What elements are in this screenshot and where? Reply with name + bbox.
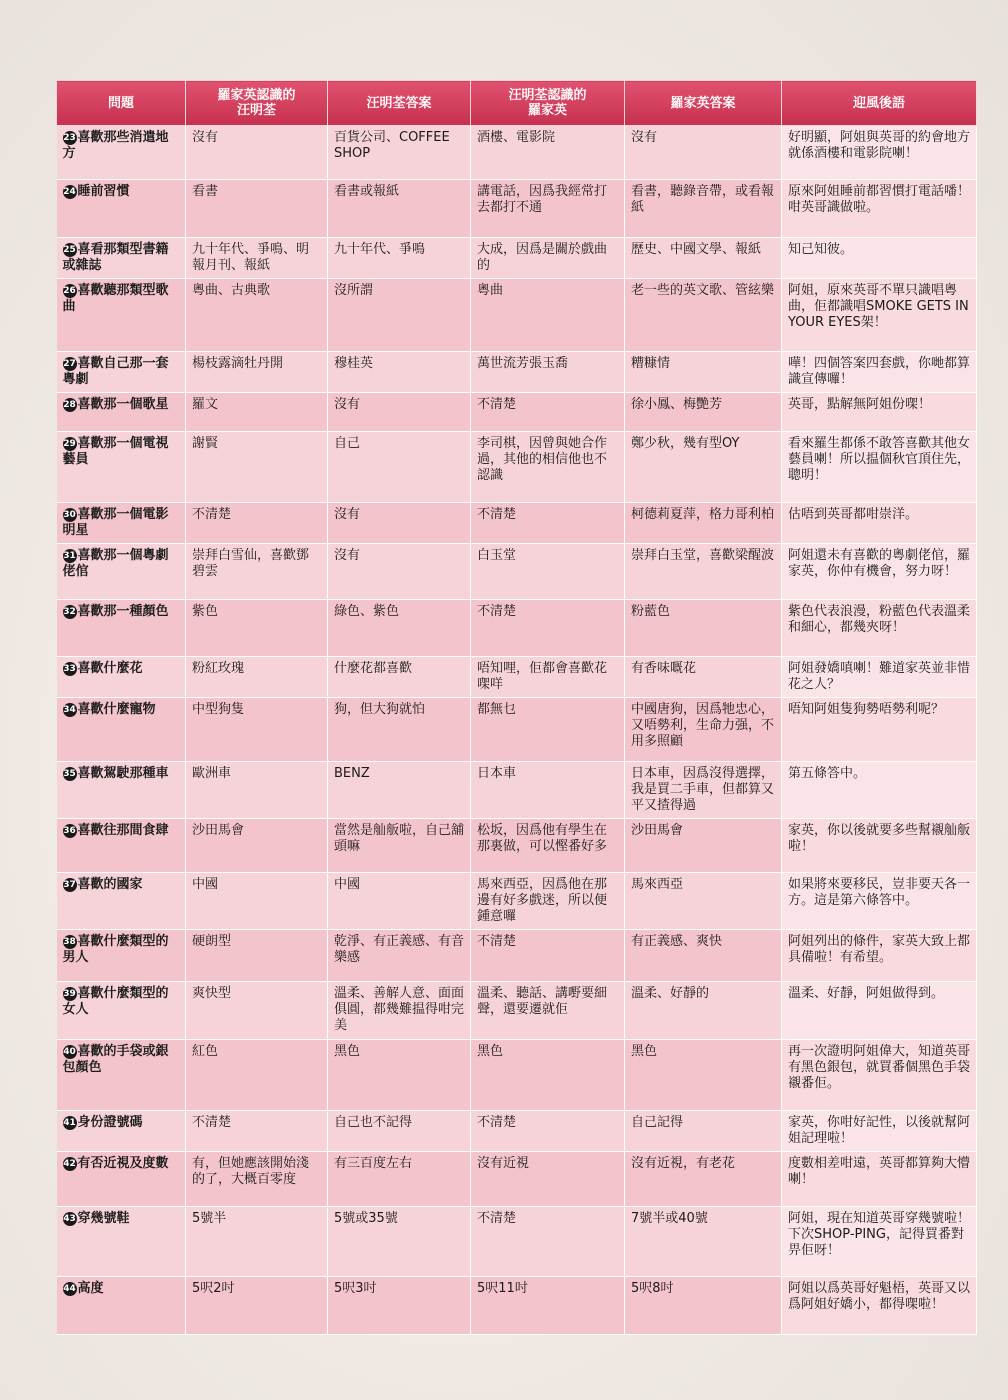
question-cell xyxy=(57,352,186,393)
wang-answer-cell: 5號或35號 xyxy=(328,1207,471,1277)
header-luo-answer: 羅家英答案 xyxy=(625,81,782,126)
luo-answer-cell: 徐小鳳、梅艷芳 xyxy=(625,393,782,432)
question-text: 喜歡那一個電視藝員 xyxy=(62,436,169,467)
wang-guess-of-luo-cell: 黑色 xyxy=(471,1040,625,1111)
comment-cell: 英哥，點解無阿姐份㗎！ xyxy=(782,393,977,432)
luo-answer-cell: 老一些的英文歌、管絃樂 xyxy=(625,279,782,352)
comment-cell: 估唔到英哥都咁崇洋。 xyxy=(782,503,977,544)
comment-cell: 家英，你咁好記性，以後就幫阿姐記理啦！ xyxy=(782,1111,977,1152)
question-text: 喜歡的手袋或銀包顏色 xyxy=(62,1044,169,1075)
table-row xyxy=(57,279,977,352)
table-row xyxy=(57,657,977,698)
question-cell xyxy=(57,819,186,873)
header-luo-knows-wang: 羅家英認識的 汪明荃 xyxy=(186,81,328,126)
luo-guess-of-wang-cell: 楊枝露滴牡丹開 xyxy=(186,352,328,393)
wang-guess-of-luo-cell: 酒樓、電影院 xyxy=(471,126,625,180)
wang-guess-of-luo-cell: 不清楚 xyxy=(471,930,625,982)
wang-guess-of-luo-cell: 粵曲 xyxy=(471,279,625,352)
question-text: 有否近視及度數 xyxy=(77,1156,169,1171)
question-cell xyxy=(57,762,186,819)
wang-guess-of-luo-cell: 白玉堂 xyxy=(471,544,625,600)
question-text: 喜歡那一個粵劇佬倌 xyxy=(62,548,169,579)
table-row xyxy=(57,126,977,180)
luo-answer-cell: 沒有 xyxy=(625,126,782,180)
question-number: 24 xyxy=(63,187,76,197)
wang-answer-cell: 沒有 xyxy=(328,503,471,544)
comment-cell: 如果將來要移民，豈非要天各一方。這是第六條答中。 xyxy=(782,873,977,930)
luo-guess-of-wang-cell: 沒有 xyxy=(186,126,328,180)
question-cell xyxy=(57,930,186,982)
header-wang-knows-luo: 汪明荃認識的 羅家英 xyxy=(471,81,625,126)
luo-guess-of-wang-cell: 紅色 xyxy=(186,1040,328,1111)
question-text: 身份證號碼 xyxy=(77,1115,143,1130)
wang-answer-cell: 百貨公司、COFFEE SHOP xyxy=(328,126,471,180)
wang-guess-of-luo-cell: 沒有近視 xyxy=(471,1152,625,1207)
wang-guess-of-luo-cell: 松坂，因爲他有學生在那裏做，可以慳番好多 xyxy=(471,819,625,873)
question-text: 喜歡那一種顏色 xyxy=(77,604,169,619)
question-cell xyxy=(57,982,186,1040)
question-cell xyxy=(57,698,186,762)
luo-guess-of-wang-cell: 硬朗型 xyxy=(186,930,328,982)
qa-table xyxy=(56,80,977,1335)
wang-answer-cell: 綠色、紫色 xyxy=(328,600,471,657)
comment-cell: 阿姐發嬌嗔喇！難道家英並非惜花之人？ xyxy=(782,657,977,698)
wang-answer-cell: BENZ xyxy=(328,762,471,819)
question-cell xyxy=(57,1111,186,1152)
question-number: 29 xyxy=(63,439,76,449)
wang-guess-of-luo-cell: 日本車 xyxy=(471,762,625,819)
comment-cell: 阿姐還未有喜歡的粵劇佬倌，羅家英，你仲有機會，努力呀！ xyxy=(782,544,977,600)
question-number: 42 xyxy=(63,1159,76,1169)
luo-guess-of-wang-cell: 沙田馬會 xyxy=(186,819,328,873)
wang-guess-of-luo-cell: 5呎11吋 xyxy=(471,1277,625,1335)
wang-guess-of-luo-cell: 都無乜 xyxy=(471,698,625,762)
table-row xyxy=(57,1277,977,1335)
question-text: 喜歡的國家 xyxy=(77,877,143,892)
comment-cell: 唔知阿姐隻狗勢唔勢利呢？ xyxy=(782,698,977,762)
luo-answer-cell: 有香味嘅花 xyxy=(625,657,782,698)
question-cell xyxy=(57,1207,186,1277)
comment-cell: 知己知彼。 xyxy=(782,238,977,279)
luo-answer-cell: 柯德莉夏萍，格力哥利柏 xyxy=(625,503,782,544)
question-cell xyxy=(57,238,186,279)
luo-answer-cell: 5呎8吋 xyxy=(625,1277,782,1335)
wang-guess-of-luo-cell: 大成，因爲是關於戲曲的 xyxy=(471,238,625,279)
header-comment: 迎風後語 xyxy=(782,81,977,126)
wang-answer-cell: 自己也不記得 xyxy=(328,1111,471,1152)
question-number: 36 xyxy=(63,826,76,836)
luo-guess-of-wang-cell: 紫色 xyxy=(186,600,328,657)
question-number: 23 xyxy=(63,133,76,143)
table-row xyxy=(57,819,977,873)
question-text: 喜歡什麼寵物 xyxy=(77,702,156,717)
question-number: 28 xyxy=(63,400,76,410)
luo-answer-cell: 沒有近視，有老花 xyxy=(625,1152,782,1207)
question-cell xyxy=(57,279,186,352)
luo-guess-of-wang-cell: 粉紅玫瑰 xyxy=(186,657,328,698)
wang-answer-cell: 中國 xyxy=(328,873,471,930)
luo-answer-cell: 日本車，因爲沒得選擇，我是買二手車，但都算又平又揸得過 xyxy=(625,762,782,819)
wang-answer-cell: 九十年代、爭鳴 xyxy=(328,238,471,279)
comment-cell: 阿姐，現在知道英哥穿幾號啦！下次SHOP-PING，記得買番對畀佢呀！ xyxy=(782,1207,977,1277)
question-number: 35 xyxy=(63,769,76,779)
question-number: 33 xyxy=(63,664,76,674)
luo-guess-of-wang-cell: 5號半 xyxy=(186,1207,328,1277)
luo-guess-of-wang-cell: 中型狗隻 xyxy=(186,698,328,762)
question-cell xyxy=(57,657,186,698)
table-row xyxy=(57,180,977,238)
table-row xyxy=(57,503,977,544)
wang-answer-cell: 自己 xyxy=(328,432,471,503)
question-text: 喜歡自己那一套粵劇 xyxy=(62,356,169,387)
luo-answer-cell: 看書，聽錄音帶，或看報紙 xyxy=(625,180,782,238)
table-row xyxy=(57,930,977,982)
wang-guess-of-luo-cell: 李司棋，因曾與她合作過，其他的相信他也不認識 xyxy=(471,432,625,503)
question-text: 喜歡什麼花 xyxy=(77,661,143,676)
wang-guess-of-luo-cell: 溫柔、聽話、講嘢要細聲，還要遷就佢 xyxy=(471,982,625,1040)
wang-answer-cell: 沒有 xyxy=(328,393,471,432)
table-row xyxy=(57,1111,977,1152)
question-text: 睡前習慣 xyxy=(77,184,130,199)
question-number: 34 xyxy=(63,705,76,715)
table-row xyxy=(57,1040,977,1111)
question-text: 喜歡什麼類型的女人 xyxy=(62,986,169,1017)
luo-guess-of-wang-cell: 爽快型 xyxy=(186,982,328,1040)
wang-answer-cell: 沒有 xyxy=(328,544,471,600)
wang-answer-cell: 穆桂英 xyxy=(328,352,471,393)
question-number: 40 xyxy=(63,1047,76,1057)
wang-answer-cell: 溫柔、善解人意、面面俱圓，都幾難揾得咁完美 xyxy=(328,982,471,1040)
luo-answer-cell: 沙田馬會 xyxy=(625,819,782,873)
question-cell xyxy=(57,1277,186,1335)
question-number: 31 xyxy=(63,551,76,561)
question-cell xyxy=(57,180,186,238)
luo-answer-cell: 溫柔、好靜的 xyxy=(625,982,782,1040)
question-number: 30 xyxy=(63,510,76,520)
wang-guess-of-luo-cell: 萬世流芳張玉喬 xyxy=(471,352,625,393)
question-cell xyxy=(57,503,186,544)
comment-cell: 阿姐列出的條件，家英大致上都具備啦！有希望。 xyxy=(782,930,977,982)
table-row xyxy=(57,393,977,432)
luo-answer-cell: 有正義感、爽快 xyxy=(625,930,782,982)
question-text: 喜看那類型書籍或雜誌 xyxy=(62,242,169,273)
table-row xyxy=(57,698,977,762)
luo-guess-of-wang-cell: 粵曲、古典歌 xyxy=(186,279,328,352)
wang-guess-of-luo-cell: 不清楚 xyxy=(471,503,625,544)
question-number: 25 xyxy=(63,245,76,255)
question-cell xyxy=(57,393,186,432)
question-text: 喜歡什麼類型的男人 xyxy=(62,934,169,965)
wang-answer-cell: 看書或報紙 xyxy=(328,180,471,238)
question-cell xyxy=(57,873,186,930)
header-question: 問題 xyxy=(57,81,186,126)
luo-guess-of-wang-cell: 不清楚 xyxy=(186,1111,328,1152)
luo-answer-cell: 歷史、中國文學、報紙 xyxy=(625,238,782,279)
luo-answer-cell: 自己記得 xyxy=(625,1111,782,1152)
luo-guess-of-wang-cell: 歐洲車 xyxy=(186,762,328,819)
wang-guess-of-luo-cell: 不清楚 xyxy=(471,393,625,432)
question-text: 喜歡那一個歌星 xyxy=(77,397,169,412)
comment-cell: 阿姐，原來英哥不單只識唱粵曲，佢都識唱SMOKE GETS IN YOUR EYES架！ xyxy=(782,279,977,352)
luo-guess-of-wang-cell: 有，但她應該開始淺的了，大概百零度 xyxy=(186,1152,328,1207)
wang-guess-of-luo-cell: 不清楚 xyxy=(471,1207,625,1277)
luo-guess-of-wang-cell: 中國 xyxy=(186,873,328,930)
luo-answer-cell: 黑色 xyxy=(625,1040,782,1111)
table-row xyxy=(57,1152,977,1207)
luo-guess-of-wang-cell: 謝賢 xyxy=(186,432,328,503)
wang-guess-of-luo-cell: 講電話，因爲我經常打去都打不通 xyxy=(471,180,625,238)
comment-cell: 看來羅生都係不敢答喜歡其他女藝員喇！所以揾個秋官頂住先，聰明！ xyxy=(782,432,977,503)
table-row xyxy=(57,238,977,279)
luo-guess-of-wang-cell: 看書 xyxy=(186,180,328,238)
table-row xyxy=(57,600,977,657)
question-cell xyxy=(57,600,186,657)
luo-answer-cell: 鄭少秋，幾有型OY xyxy=(625,432,782,503)
wang-answer-cell: 5呎3吋 xyxy=(328,1277,471,1335)
question-number: 44 xyxy=(63,1284,76,1294)
question-number: 27 xyxy=(63,359,76,369)
wang-answer-cell: 當然是舢舨啦，自己舖頭嘛 xyxy=(328,819,471,873)
wang-answer-cell: 沒所謂 xyxy=(328,279,471,352)
question-text: 喜歡那些消遣地方 xyxy=(62,130,169,161)
comment-cell: 家英，你以後就要多些幫襯舢舨啦！ xyxy=(782,819,977,873)
table-row xyxy=(57,762,977,819)
question-cell xyxy=(57,1152,186,1207)
question-number: 39 xyxy=(63,989,76,999)
question-text: 喜歡聽那類型歌曲 xyxy=(62,283,169,314)
wang-answer-cell: 有三百度左右 xyxy=(328,1152,471,1207)
comment-cell: 度數相差咁遠，英哥都算夠大懵喇！ xyxy=(782,1152,977,1207)
comment-cell: 再一次證明阿姐偉大，知道英哥有黑色銀包，就買番個黑色手袋襯番佢。 xyxy=(782,1040,977,1111)
question-number: 41 xyxy=(63,1118,76,1128)
question-cell xyxy=(57,432,186,503)
question-text: 高度 xyxy=(77,1281,104,1296)
question-number: 38 xyxy=(63,937,76,947)
comment-cell: 原來阿姐睡前都習慣打電話噃！咁英哥識做啦。 xyxy=(782,180,977,238)
luo-answer-cell: 糟糠情 xyxy=(625,352,782,393)
comment-cell: 第五條答中。 xyxy=(782,762,977,819)
wang-answer-cell: 什麼花都喜歡 xyxy=(328,657,471,698)
comment-cell: 好明顯，阿姐與英哥的約會地方就係酒樓和電影院喇！ xyxy=(782,126,977,180)
table-row xyxy=(57,1207,977,1277)
luo-guess-of-wang-cell: 不清楚 xyxy=(186,503,328,544)
question-cell xyxy=(57,126,186,180)
luo-guess-of-wang-cell: 九十年代、爭鳴、明報月刊、報紙 xyxy=(186,238,328,279)
question-cell xyxy=(57,544,186,600)
table-row xyxy=(57,873,977,930)
question-number: 26 xyxy=(63,286,76,296)
question-text: 喜歡那一個電影明星 xyxy=(62,507,169,538)
luo-answer-cell: 馬來西亞 xyxy=(625,873,782,930)
question-text: 喜歡駕駛那種車 xyxy=(77,766,169,781)
luo-guess-of-wang-cell: 羅文 xyxy=(186,393,328,432)
wang-guess-of-luo-cell: 唔知哩，佢都會喜歡花㗎咩 xyxy=(471,657,625,698)
wang-answer-cell: 狗，但大狗就怕 xyxy=(328,698,471,762)
question-text: 穿幾號鞋 xyxy=(77,1211,130,1226)
table-row xyxy=(57,544,977,600)
table-row xyxy=(57,352,977,393)
luo-answer-cell: 7號半或40號 xyxy=(625,1207,782,1277)
luo-answer-cell: 粉藍色 xyxy=(625,600,782,657)
comment-cell: 阿姐以爲英哥好魁梧，英哥又以爲阿姐好嬌小，都得㗎啦！ xyxy=(782,1277,977,1335)
comment-cell: 溫柔、好靜，阿姐做得到。 xyxy=(782,982,977,1040)
table-header-row xyxy=(57,81,977,126)
luo-answer-cell: 中國唐狗，因爲牠忠心，又唔勢利，生命力强，不用多照顧 xyxy=(625,698,782,762)
wang-answer-cell: 黑色 xyxy=(328,1040,471,1111)
question-number: 32 xyxy=(63,607,76,617)
luo-answer-cell: 崇拜白玉堂，喜歡梁醒波 xyxy=(625,544,782,600)
table-row xyxy=(57,982,977,1040)
question-cell xyxy=(57,1040,186,1111)
wang-answer-cell: 乾淨、有正義感、有音樂感 xyxy=(328,930,471,982)
question-number: 37 xyxy=(63,880,76,890)
wang-guess-of-luo-cell: 馬來西亞，因爲他在那邊有好多戲迷，所以便鍾意囉 xyxy=(471,873,625,930)
question-text: 喜歡往那間食肆 xyxy=(77,823,169,838)
luo-guess-of-wang-cell: 5呎2吋 xyxy=(186,1277,328,1335)
header-wang-answer: 汪明荃答案 xyxy=(328,81,471,126)
comment-cell: 嘩！四個答案四套戲，你哋都算識宣傳囉！ xyxy=(782,352,977,393)
comment-cell: 紫色代表浪漫，粉藍色代表溫柔和細心，都幾夾呀！ xyxy=(782,600,977,657)
luo-guess-of-wang-cell: 崇拜白雪仙，喜歡鄧碧雲 xyxy=(186,544,328,600)
question-number: 43 xyxy=(63,1214,76,1224)
table-row xyxy=(57,432,977,503)
wang-guess-of-luo-cell: 不清楚 xyxy=(471,600,625,657)
wang-guess-of-luo-cell: 不清楚 xyxy=(471,1111,625,1152)
